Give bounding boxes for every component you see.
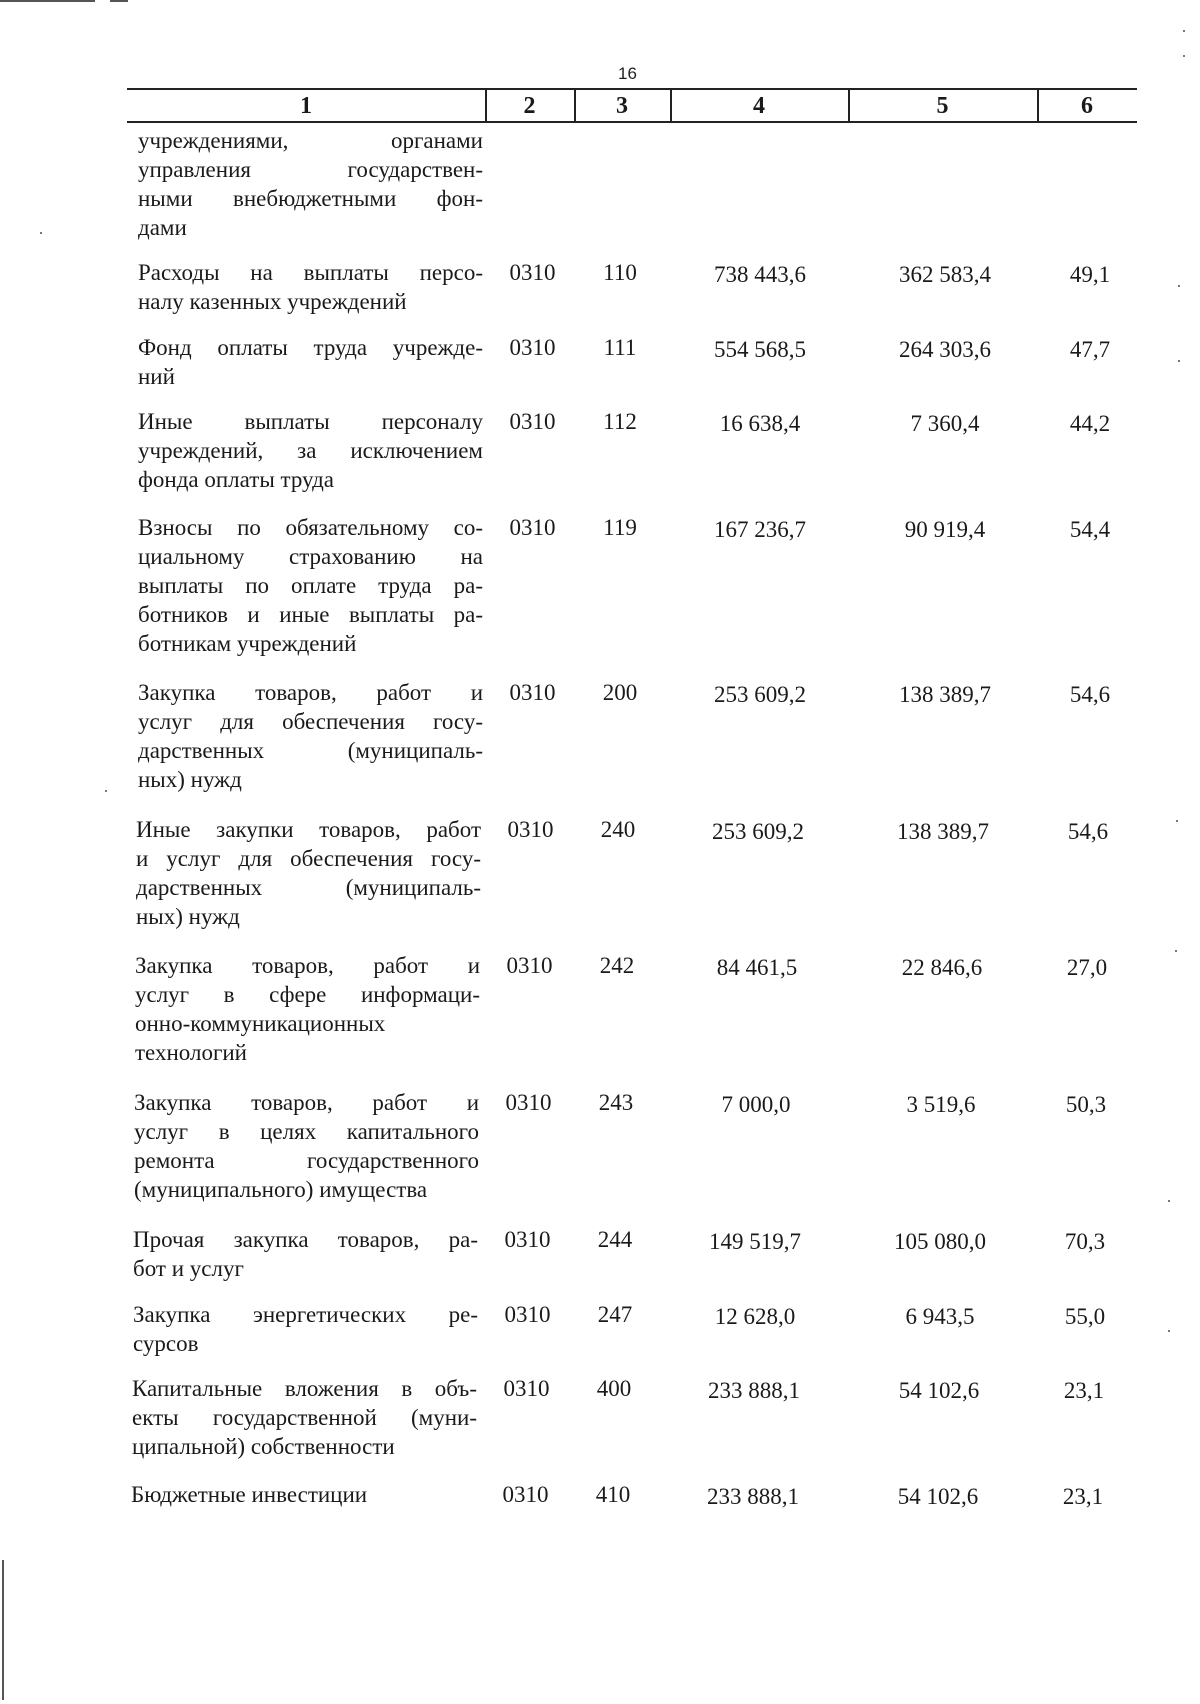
description-line: Иные закупки товаров, работ xyxy=(136,817,481,842)
cell-executed: 264 303,6 xyxy=(899,337,991,362)
description-line: дарственных (муниципаль- xyxy=(136,875,481,900)
description-line: услуг в сфере информаци- xyxy=(135,982,480,1007)
cell-executed: 7 360,4 xyxy=(910,411,980,436)
cell-percent: 23,1 xyxy=(1062,1484,1104,1509)
cell-executed: 138 389,7 xyxy=(897,819,989,844)
description-line: Взносы по обязательному со- xyxy=(138,515,483,540)
description-line: выплаты по оплате труда ра- xyxy=(138,573,483,598)
cell-executed: 54 102,6 xyxy=(898,1378,980,1403)
description-line: ний xyxy=(138,364,175,389)
scan-mark-top-left-2 xyxy=(110,0,128,2)
cell-expense-type: 247 xyxy=(597,1302,633,1327)
cell-expense-type: 243 xyxy=(598,1090,634,1115)
cell-expense-type: 110 xyxy=(603,260,637,285)
description-line: Капитальные вложения в объ- xyxy=(132,1376,477,1401)
scan-dot xyxy=(1183,30,1185,32)
description-line: ремонта государственного xyxy=(134,1148,479,1173)
cell-description xyxy=(138,333,483,391)
cell-percent: 27,0 xyxy=(1066,955,1108,980)
scan-dot xyxy=(1183,55,1185,57)
description-line: и услуг для обеспечения госу- xyxy=(136,846,481,871)
cell-description xyxy=(138,126,483,242)
cell-planned: 253 609,2 xyxy=(714,682,806,707)
cell-section-code: 0310 xyxy=(509,515,556,540)
description-line: управления государствен- xyxy=(138,157,483,182)
cell-expense-type: 200 xyxy=(602,680,638,705)
cell-percent: 55,0 xyxy=(1064,1304,1106,1329)
scan-dot xyxy=(105,790,107,792)
cell-expense-type: 400 xyxy=(596,1376,632,1401)
cell-percent: 50,3 xyxy=(1065,1092,1107,1117)
cell-percent: 54,4 xyxy=(1069,517,1111,542)
cell-expense-type: 410 xyxy=(595,1482,631,1507)
cell-executed: 22 846,6 xyxy=(901,955,983,980)
header-col-2: 2 xyxy=(523,93,536,119)
cell-planned: 167 236,7 xyxy=(714,517,806,542)
scan-dot xyxy=(40,232,42,234)
cell-executed: 3 519,6 xyxy=(906,1092,976,1117)
cell-percent: 23,1 xyxy=(1063,1378,1105,1403)
scan-dot xyxy=(1178,360,1180,362)
description-line: ных) нужд xyxy=(138,767,242,792)
cell-expense-type: 240 xyxy=(600,817,636,842)
cell-percent: 49,1 xyxy=(1069,262,1111,287)
description-line: Прочая закупка товаров, ра- xyxy=(133,1227,478,1252)
cell-description xyxy=(134,1088,479,1204)
description-line: услуг для обеспечения госу- xyxy=(138,709,483,734)
scan-dot xyxy=(1168,1330,1170,1332)
cell-expense-type: 111 xyxy=(603,335,637,360)
cell-planned: 253 609,2 xyxy=(712,819,804,844)
cell-description xyxy=(138,407,483,494)
description-line: сурсов xyxy=(133,1331,199,1356)
description-line: бот и услуг xyxy=(133,1256,244,1281)
cell-section-code: 0310 xyxy=(509,335,556,360)
cell-executed: 6 943,5 xyxy=(905,1304,975,1329)
description-line: ботникам учреждений xyxy=(138,631,357,656)
header-col-3: 3 xyxy=(616,93,628,119)
table-header xyxy=(127,90,1137,122)
cell-planned: 84 461,5 xyxy=(716,955,798,980)
cell-description xyxy=(131,1480,476,1509)
description-line: учреждений, за исключением xyxy=(138,438,483,463)
cell-executed: 90 919,4 xyxy=(904,517,986,542)
description-line: Фонд оплаты труда учрежде- xyxy=(138,335,483,360)
cell-percent: 44,2 xyxy=(1069,411,1111,436)
cell-description xyxy=(138,513,483,658)
cell-percent: 54,6 xyxy=(1067,819,1109,844)
cell-executed: 54 102,6 xyxy=(897,1484,979,1509)
description-line: фонда оплаты труда xyxy=(138,467,335,492)
cell-expense-type: 244 xyxy=(597,1227,633,1252)
cell-planned: 233 888,1 xyxy=(707,1484,799,1509)
page-number: 16 xyxy=(618,64,637,83)
description-line: ных) нужд xyxy=(136,904,240,929)
cell-section-code: 0310 xyxy=(504,1302,551,1327)
description-line: Иные выплаты персоналу xyxy=(138,409,483,434)
cell-expense-type: 242 xyxy=(599,953,635,978)
description-line: учреждениями, органами xyxy=(138,128,483,153)
scan-dot xyxy=(1175,950,1177,952)
description-line: циальному страхованию на xyxy=(138,544,483,569)
cell-section-code: 0310 xyxy=(505,1090,552,1115)
cell-description xyxy=(138,258,483,316)
scan-mark-top-left xyxy=(0,0,95,2)
header-col-6: 6 xyxy=(1081,93,1093,119)
cell-section-code: 0310 xyxy=(509,680,556,705)
cell-planned: 7 000,0 xyxy=(721,1092,791,1117)
cell-section-code: 0310 xyxy=(502,1482,549,1507)
description-line: дами xyxy=(138,215,187,240)
scan-dot xyxy=(1168,1200,1170,1202)
cell-planned: 738 443,6 xyxy=(714,262,806,287)
description-line: (муниципального) имущества xyxy=(134,1177,428,1202)
cell-planned: 16 638,4 xyxy=(719,411,801,436)
description-line: Бюджетные инвестиции xyxy=(131,1482,368,1507)
cell-expense-type: 119 xyxy=(603,515,637,540)
cell-planned: 233 888,1 xyxy=(708,1378,800,1403)
cell-expense-type: 112 xyxy=(603,409,637,434)
description-line: налу казенных учреждений xyxy=(138,289,407,314)
cell-section-code: 0310 xyxy=(506,953,553,978)
description-line: ными внебюджетными фон- xyxy=(138,186,483,211)
header-col-1: 1 xyxy=(300,93,312,119)
cell-percent: 47,7 xyxy=(1069,337,1111,362)
description-line: дарственных (муниципаль- xyxy=(138,738,483,763)
header-col-4: 4 xyxy=(753,93,765,119)
description-line: екты государственной (муни- xyxy=(132,1405,477,1430)
description-line: Закупка энергетических ре- xyxy=(133,1302,478,1327)
cell-description xyxy=(136,815,481,931)
cell-executed: 138 389,7 xyxy=(899,682,991,707)
cell-section-code: 0310 xyxy=(503,1376,550,1401)
description-line: Закупка товаров, работ и xyxy=(138,680,483,705)
cell-executed: 105 080,0 xyxy=(894,1229,986,1254)
cell-description xyxy=(133,1225,478,1283)
cell-section-code: 0310 xyxy=(507,817,554,842)
cell-planned: 12 628,0 xyxy=(714,1304,796,1329)
cell-section-code: 0310 xyxy=(509,409,556,434)
description-line: услуг в целях капитального xyxy=(134,1119,479,1144)
cell-executed: 362 583,4 xyxy=(899,262,991,287)
cell-section-code: 0310 xyxy=(504,1227,551,1252)
cell-section-code: 0310 xyxy=(509,260,556,285)
description-line: Расходы на выплаты персо- xyxy=(138,260,483,285)
cell-description xyxy=(135,951,480,1067)
scan-dot xyxy=(1178,285,1180,287)
cell-percent: 70,3 xyxy=(1064,1229,1106,1254)
cell-description xyxy=(138,678,483,794)
cell-planned: 149 519,7 xyxy=(709,1229,801,1254)
scan-dot xyxy=(1176,820,1178,822)
cell-description xyxy=(132,1374,477,1461)
cell-percent: 54,6 xyxy=(1069,682,1111,707)
description-line: технологий xyxy=(135,1040,247,1065)
description-line: Закупка товаров, работ и xyxy=(134,1090,479,1115)
description-line: Закупка товаров, работ и xyxy=(135,953,480,978)
description-line: ципальной) собственности xyxy=(132,1434,395,1459)
cell-planned: 554 568,5 xyxy=(714,337,806,362)
description-line: онно-коммуникационных xyxy=(135,1011,386,1036)
scan-mark-left-edge xyxy=(2,1560,4,1700)
header-col-5: 5 xyxy=(936,93,949,119)
description-line: ботников и иные выплаты ра- xyxy=(138,602,483,627)
cell-description xyxy=(133,1300,478,1358)
